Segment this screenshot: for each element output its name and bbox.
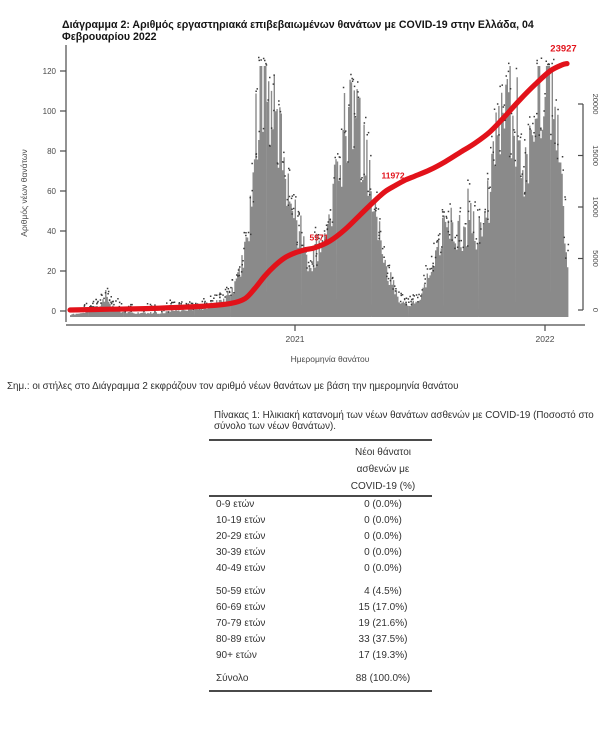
table-row — [209, 632, 432, 648]
age-group-label: 10-19 ετών — [216, 515, 266, 526]
deaths-value: 17 (19.3%) — [358, 650, 408, 661]
header-line-1: Νέοι θάνατοι — [355, 447, 411, 458]
table-row — [209, 497, 432, 513]
svg-text:20: 20 — [47, 266, 56, 276]
age-group-label: 80-89 ετών — [216, 634, 266, 645]
age-group-label: 40-49 ετών — [216, 563, 266, 574]
table-title: Πίνακας 1: Ηλικιακή κατανομή των νέων θανάτων ασθενών με COVID-19 (Ποσοστό στο σύνολο των νέων θανάτων). — [214, 410, 594, 432]
x-axis-title: Ημερομηνία θανάτου — [290, 354, 370, 364]
deaths-value: 15 (17.0%) — [358, 602, 408, 613]
table-body — [209, 497, 432, 687]
chart-footnote: Σημ.: οι στήλες στο Διάγραμμα 2 εκφράζουν τον αριθμό νέων θανάτων με βάση την ημερομηνία θανάτου — [7, 381, 459, 392]
deaths-value: 19 (21.6%) — [358, 618, 408, 629]
table-row — [209, 600, 432, 616]
deaths-value: 33 (37.5%) — [358, 634, 408, 645]
deaths-value: 88 (100.0%) — [355, 673, 411, 684]
x-axis — [66, 325, 585, 364]
line-annotation: 11972 — [381, 170, 405, 181]
deaths-value: 0 (0.0%) — [364, 499, 402, 510]
deaths-value: 0 (0.0%) — [364, 515, 402, 526]
svg-text:40: 40 — [47, 226, 56, 236]
table-row — [209, 648, 432, 664]
line-annotation: 5971 — [309, 232, 329, 243]
svg-text:0: 0 — [51, 306, 56, 316]
deaths-value: 0 (0.0%) — [364, 563, 402, 574]
svg-text:0: 0 — [591, 307, 600, 313]
age-group-label: 70-79 ετών — [216, 618, 266, 629]
svg-text:10000: 10000 — [591, 196, 600, 218]
chart-canvas — [0, 38, 601, 373]
table-row — [209, 513, 432, 529]
svg-text:20000: 20000 — [591, 93, 600, 115]
deaths-value: 4 (4.5%) — [364, 586, 402, 597]
header-line-3: COVID-19 (%) — [350, 481, 416, 492]
svg-text:120: 120 — [42, 66, 56, 76]
deaths-value: 0 (0.0%) — [364, 547, 402, 558]
header-line-2: ασθενών με — [356, 464, 410, 475]
svg-text:2021: 2021 — [285, 334, 305, 344]
right-axis — [578, 94, 600, 313]
chart-title: Διάγραμμα 2: Αριθμός εργαστηριακά επιβεβαιωμένων θανάτων με COVID-19 στην Ελλάδα, 04 Φεβρουαρίου 2022 — [62, 19, 534, 43]
svg-text:80: 80 — [47, 146, 56, 156]
age-group-label: 90+ ετών — [216, 650, 257, 661]
left-axis — [19, 45, 66, 322]
age-group-label: Σύνολο — [216, 673, 249, 684]
table-total-row — [209, 671, 432, 687]
age-group-label: 50-59 ετών — [216, 586, 266, 597]
svg-text:5000: 5000 — [591, 250, 600, 267]
table-row — [209, 545, 432, 561]
bars-layer — [70, 57, 569, 317]
svg-text:60: 60 — [47, 186, 56, 196]
table-row — [209, 584, 432, 600]
age-distribution-table — [209, 439, 432, 692]
table-row — [209, 561, 432, 577]
svg-text:15000: 15000 — [591, 145, 600, 166]
age-group-label: 20-29 ετών — [216, 531, 266, 542]
table-column-header — [209, 441, 432, 497]
line-annotation: 23927 — [550, 43, 577, 55]
svg-text:2022: 2022 — [535, 334, 555, 344]
left-axis-title: Αριθμός νέων θανάτων — [19, 149, 29, 237]
table-row — [209, 616, 432, 632]
age-group-label: 60-69 ετών — [216, 602, 266, 613]
age-group-label: 0-9 ετών — [216, 499, 255, 510]
deaths-value: 0 (0.0%) — [364, 531, 402, 542]
age-group-label: 30-39 ετών — [216, 547, 266, 558]
svg-text:100: 100 — [42, 106, 56, 116]
table-bottom-rule — [209, 690, 432, 692]
covid-deaths-chart — [0, 38, 601, 373]
table-row-group — [209, 497, 432, 577]
table-row-group — [209, 584, 432, 664]
table-row — [209, 529, 432, 545]
daily-deaths-bars — [70, 66, 568, 317]
